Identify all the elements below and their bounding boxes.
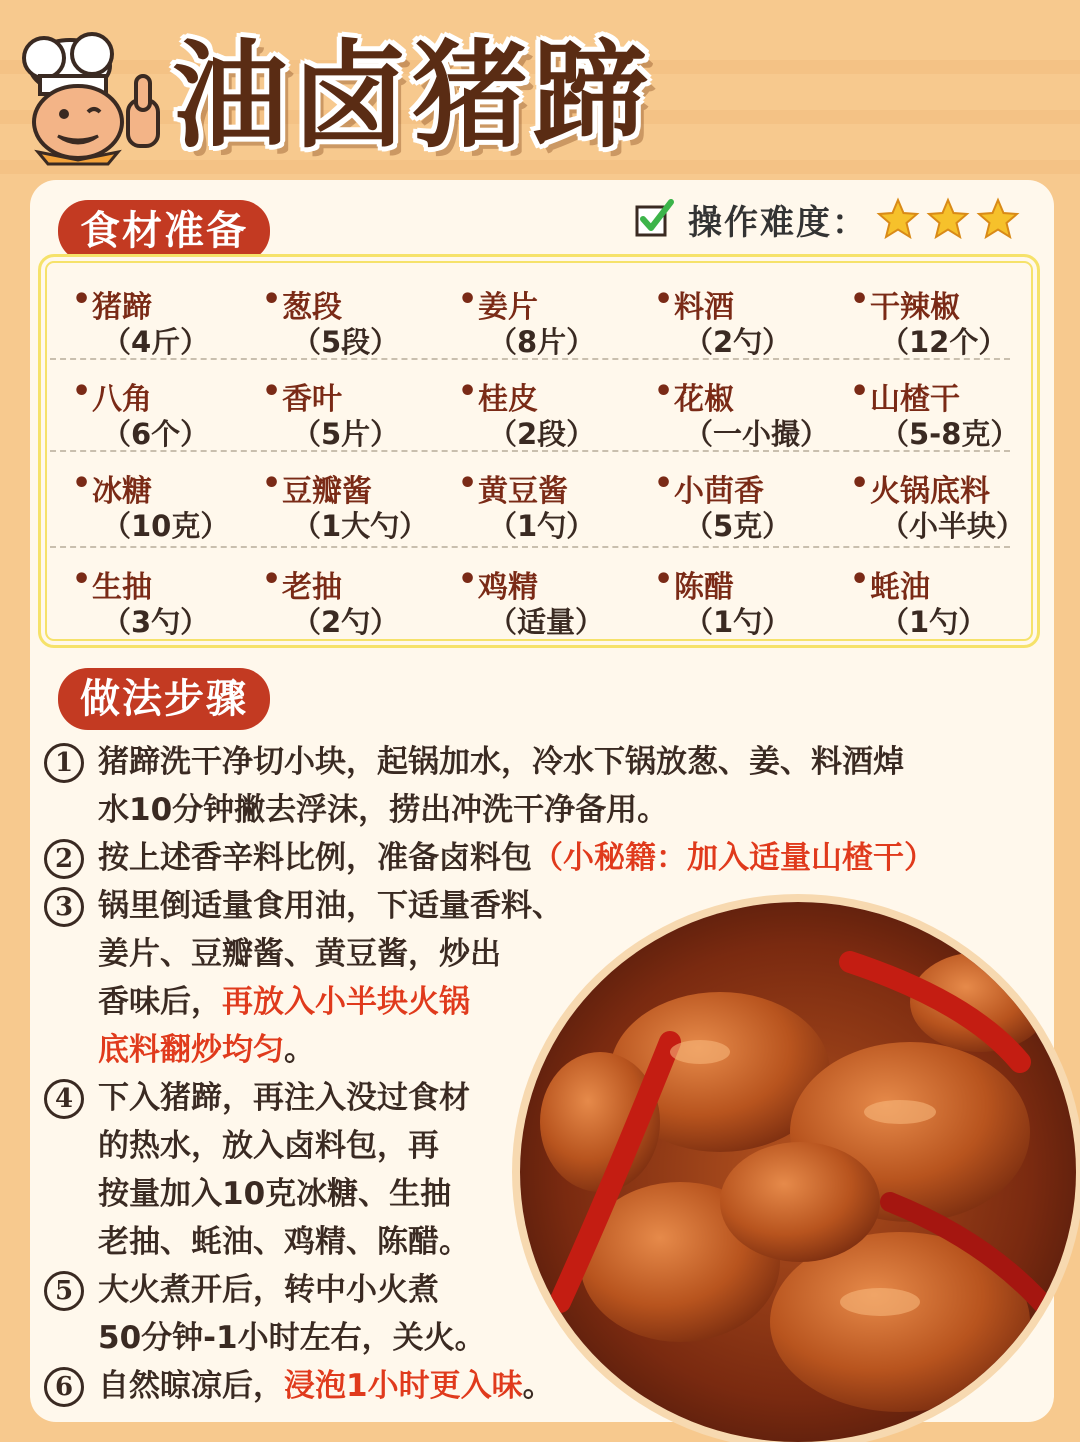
ingredient-name: • 鸡精 (478, 562, 538, 606)
step-number: 2 (44, 839, 84, 879)
difficulty-stars (876, 197, 1020, 241)
ingredient-quantity: （12个） (880, 325, 1008, 359)
steps-tag: 做法步骤 (58, 668, 270, 730)
step-line (98, 738, 904, 786)
step-line (98, 978, 470, 1026)
ingredient-quantity: （5-8克） (880, 417, 1020, 451)
step-line (98, 882, 563, 930)
ingredient-quantity: （1勺） (684, 605, 792, 639)
ingredient-quantity: （1大勺） (292, 509, 429, 543)
ingredient-quantity: （2勺） (684, 325, 792, 359)
step-line (98, 1170, 451, 1218)
step-line (98, 1026, 315, 1074)
step-line (98, 1362, 554, 1410)
step-line (98, 930, 501, 978)
ingredient-item (262, 558, 452, 650)
row-divider (50, 450, 1010, 452)
step-number: 6 (44, 1367, 84, 1407)
ingredient-quantity: （3勺） (102, 605, 210, 639)
ingredient-item (654, 370, 844, 462)
star-icon (926, 197, 970, 241)
ingredient-item (72, 278, 262, 370)
chef-mascot-icon (8, 26, 178, 166)
step-text: 的热水，放入卤料包，再 (98, 1128, 439, 1164)
ingredient-name: • 料酒 (674, 282, 734, 326)
ingredient-quantity: （2段） (488, 417, 596, 451)
ingredient-quantity: （小半块） (880, 509, 1026, 543)
ingredient-name: • 蚝油 (870, 562, 930, 606)
ingredient-quantity: （5段） (292, 325, 400, 359)
difficulty-label: 操作难度： (688, 202, 868, 243)
step-line (98, 1266, 439, 1314)
ingredient-item (850, 278, 1040, 370)
step-text: 50分钟-1小时左右，关火。 (98, 1320, 486, 1356)
ingredient-name: • 八角 (92, 374, 152, 418)
ingredient-name: • 干辣椒 (870, 282, 960, 326)
ingredient-quantity: （4斤） (102, 325, 210, 359)
step-number: 1 (44, 743, 84, 783)
ingredient-item (850, 558, 1040, 650)
ingredient-quantity: （5克） (684, 509, 792, 543)
step-line (98, 786, 668, 834)
ingredient-item (458, 278, 648, 370)
step-line (98, 1074, 470, 1122)
row-divider (50, 358, 1010, 360)
ingredient-quantity: （2勺） (292, 605, 400, 639)
step-text: 香味后， (98, 984, 222, 1020)
row-divider (50, 546, 1010, 548)
ingredient-item (458, 462, 648, 554)
step-line (98, 1122, 439, 1170)
ingredient-quantity: （1勺） (880, 605, 988, 639)
page-title: 油卤猪蹄 (172, 29, 652, 164)
step-number: 4 (44, 1079, 84, 1119)
star-icon (976, 197, 1020, 241)
ingredient-item (262, 462, 452, 554)
difficulty-rating (634, 194, 1020, 244)
step-text: 按上述香辛料比例，准备卤料包 (98, 840, 532, 876)
ingredient-name: • 冰糖 (92, 466, 152, 510)
ingredient-name: • 生抽 (92, 562, 152, 606)
star-icon (876, 197, 920, 241)
step-text: 老抽、蚝油、鸡精、陈醋。 (98, 1224, 470, 1260)
ingredient-name: • 葱段 (282, 282, 342, 326)
ingredient-item (654, 462, 844, 554)
step-text: 。 (522, 1368, 554, 1404)
ingredient-name: • 火锅底料 (870, 466, 990, 510)
checkbox-checked-icon (634, 199, 674, 239)
ingredient-name: • 香叶 (282, 374, 342, 418)
ingredient-item (262, 278, 452, 370)
ingredient-quantity: （8片） (488, 325, 596, 359)
ingredient-quantity: （适量） (488, 605, 605, 639)
ingredient-name: • 猪蹄 (92, 282, 152, 326)
ingredient-item (654, 558, 844, 650)
step-text: 自然晾凉后， (98, 1368, 284, 1404)
ingredient-name: • 豆瓣酱 (282, 466, 372, 510)
ingredient-name: • 黄豆酱 (478, 466, 568, 510)
step-line (98, 1314, 486, 1362)
ingredient-item (850, 370, 1040, 462)
ingredient-name: • 姜片 (478, 282, 538, 326)
ingredient-item (850, 462, 1040, 554)
step-line (98, 1218, 470, 1266)
highlight-text: 底料翻炒均匀 (98, 1032, 284, 1068)
step-text: 按量加入10克冰糖、生抽 (98, 1176, 452, 1212)
ingredient-item (72, 558, 262, 650)
ingredient-quantity: （一小撮） (684, 417, 830, 451)
ingredient-item (654, 278, 844, 370)
step-text: 水10分钟撇去浮沫，捞出冲洗干净备用。 (98, 792, 669, 828)
highlight-text: 浸泡1小时更入味 (284, 1368, 523, 1404)
ingredient-quantity: （10克） (102, 509, 230, 543)
ingredients-tag: 食材准备 (58, 200, 270, 262)
step-text: 大火煮开后，转中小火煮 (98, 1272, 439, 1308)
step-text: 。 (284, 1032, 315, 1068)
ingredient-name: • 桂皮 (478, 374, 538, 418)
ingredient-quantity: （6个） (102, 417, 210, 451)
ingredient-item (262, 370, 452, 462)
ingredient-name: • 老抽 (282, 562, 342, 606)
ingredient-item (458, 558, 648, 650)
highlight-text: （小秘籍：加入适量山楂干） (532, 840, 935, 876)
braised-pork-trotters-photo (520, 902, 1076, 1442)
header (0, 0, 1080, 180)
step-text: 姜片、豆瓣酱、黄豆酱，炒出 (98, 936, 501, 972)
ingredient-quantity: （1勺） (488, 509, 596, 543)
step-text: 锅里倒适量食用油，下适量香料、 (98, 888, 563, 924)
ingredient-name: • 山楂干 (870, 374, 960, 418)
step-number: 3 (44, 887, 84, 927)
ingredient-item (458, 370, 648, 462)
step-line (98, 834, 935, 882)
step-text: 猪蹄洗干净切小块，起锅加水，冷水下锅放葱、姜、料酒焯 (98, 744, 904, 780)
ingredient-item (72, 370, 262, 462)
highlight-text: 再放入小半块火锅 (222, 984, 470, 1020)
ingredient-item (72, 462, 262, 554)
ingredient-name: • 陈醋 (674, 562, 734, 606)
ingredient-name: • 小茴香 (674, 466, 764, 510)
step-number: 5 (44, 1271, 84, 1311)
ingredient-name: • 花椒 (674, 374, 734, 418)
ingredient-quantity: （5片） (292, 417, 400, 451)
step-text: 下入猪蹄，再注入没过食材 (98, 1080, 470, 1116)
